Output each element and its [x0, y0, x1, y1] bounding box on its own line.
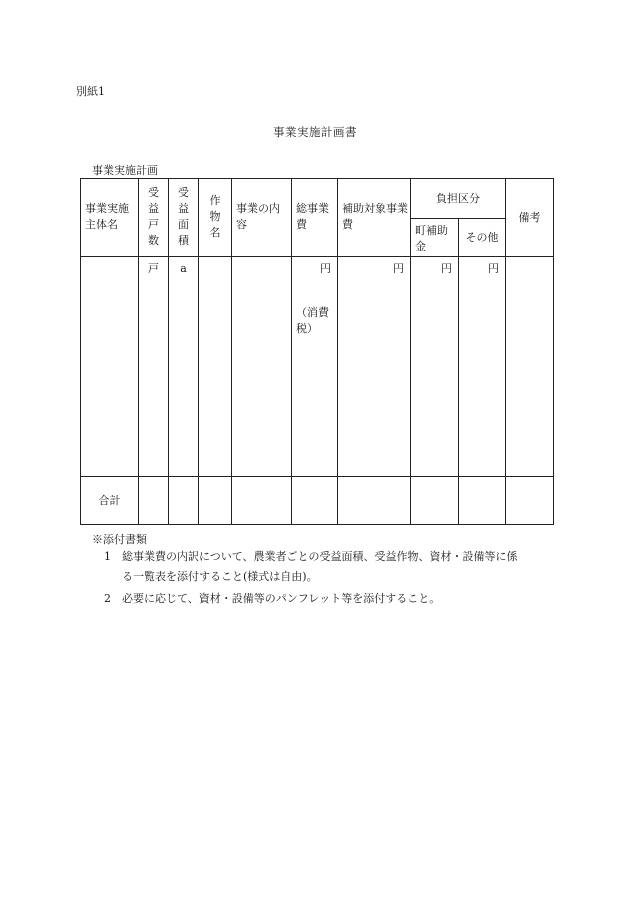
header-town-subsidy: 町補助金 [411, 219, 459, 257]
tax-note: （消費税） [296, 306, 329, 335]
header-other: その他 [459, 219, 506, 257]
total-cell[interactable] [506, 477, 554, 525]
header-project-content: 事業の内容 [232, 179, 292, 257]
total-cell[interactable] [411, 477, 459, 525]
unit-total-cost: 円 [320, 262, 331, 275]
table-row [81, 257, 554, 477]
header-burden-division: 負担区分 [411, 179, 506, 219]
cell-implementer[interactable] [81, 257, 139, 477]
unit-other: 円 [459, 257, 506, 477]
attachments-heading: ※添付書類 [92, 533, 147, 546]
document-title: 事業実施計画書 [273, 125, 357, 139]
header-remarks: 備考 [506, 179, 554, 257]
total-row [81, 477, 554, 525]
total-cell[interactable] [199, 477, 232, 525]
header-subsidy-target-cost: 補助対象事業費 [338, 179, 411, 257]
note-number: 1 [104, 550, 111, 563]
unit-town-subsidy: 円 [411, 257, 459, 477]
cell-remarks[interactable] [506, 257, 554, 477]
header-beneficiary-households: 受 益 戸 数 [139, 179, 169, 257]
plan-table [80, 178, 554, 525]
total-cell[interactable] [169, 477, 199, 525]
unit-subsidy-target: 円 [338, 257, 411, 477]
note-text: 総事業費の内訳について、農業者ごとの受益面積、受益作物、資材・設備等に係 [122, 550, 518, 563]
note-text: 必要に応じて、資材・設備等のパンフレット等を添付すること。 [122, 592, 441, 605]
attachment-note-2 [104, 589, 440, 609]
unit-households: 戸 [139, 257, 169, 477]
table-caption: 事業実施計画 [92, 164, 158, 177]
total-cell[interactable] [292, 477, 338, 525]
cell-content[interactable] [232, 257, 292, 477]
total-cell[interactable] [139, 477, 169, 525]
header-beneficiary-area: 受 益 面 積 [169, 179, 199, 257]
total-label: 合計 [81, 477, 139, 525]
header-total-cost: 総事業費 [292, 179, 338, 257]
total-cell[interactable] [338, 477, 411, 525]
note-text-continued: る一覧表を添付すること(様式は自由)。 [122, 570, 318, 583]
cell-crop[interactable] [199, 257, 232, 477]
attachment-note-1 [104, 547, 554, 587]
total-cell[interactable] [232, 477, 292, 525]
total-cell[interactable] [459, 477, 506, 525]
cell-total-cost [292, 257, 338, 477]
note-number: 2 [104, 592, 111, 605]
appendix-label: 別紙1 [76, 85, 105, 98]
unit-area: a [169, 257, 199, 477]
header-implementer: 事業実施主体名 [81, 179, 139, 257]
header-crop-name: 作 物 名 [199, 179, 232, 257]
